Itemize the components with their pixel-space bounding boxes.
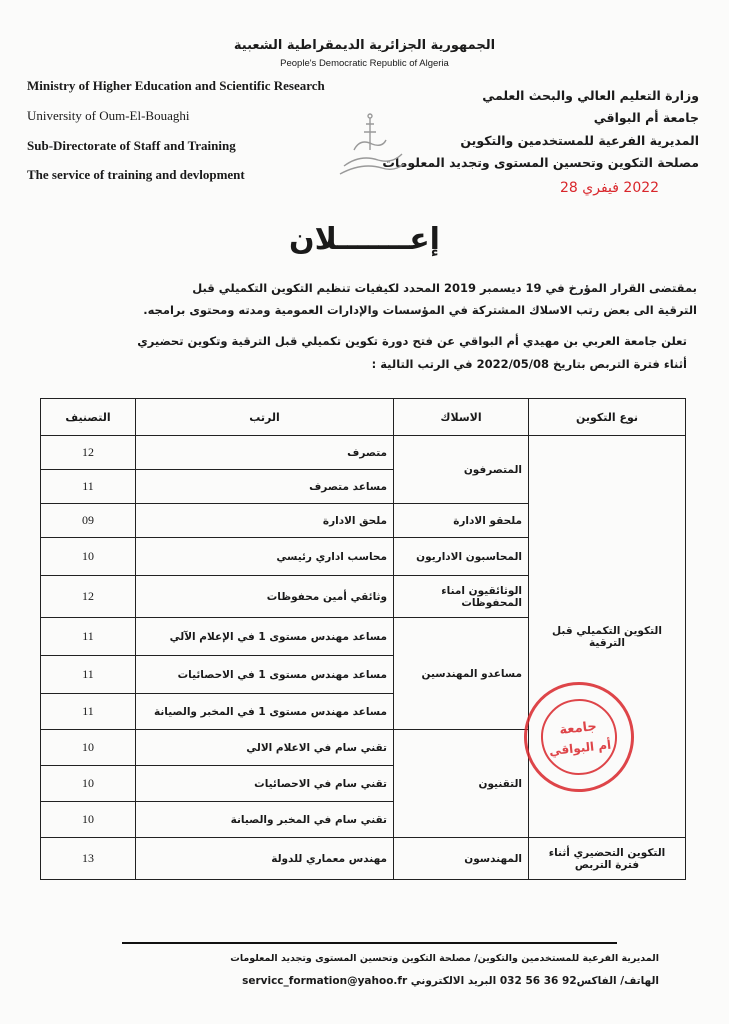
table-header-row: [41, 399, 686, 436]
class-cell: 10: [41, 730, 136, 766]
announcement-title: إعـــــــلان: [289, 222, 440, 257]
class-cell: 10: [41, 538, 136, 576]
class-cell: 12: [41, 436, 136, 470]
republic-english: People's Democratic Republic of Algeria: [280, 58, 449, 69]
header-class: التصنيف: [41, 399, 136, 436]
corps-cell: المتصرفون: [394, 436, 529, 504]
rank-cell: مساعد مهندس مستوى 1 في الإعلام الآلي: [136, 618, 394, 656]
university-ar: جامعة أم البواقي: [593, 110, 699, 125]
corps-cell: الوثائقيون امناء المحفوظات: [394, 576, 529, 618]
rank-cell: متصرف: [136, 436, 394, 470]
class-cell: 10: [41, 802, 136, 838]
rank-cell: مساعد مهندس مستوى 1 في الاحصائيات: [136, 656, 394, 694]
rank-cell: مهندس معماري للدولة: [136, 838, 394, 880]
training-type-cell: التكوين التحضيري أثناء فترة التربص: [529, 838, 686, 880]
university-logo-icon: [330, 110, 410, 188]
rank-cell: تقني سام في المخبر والصيانة: [136, 802, 394, 838]
class-cell: 11: [41, 656, 136, 694]
body-line-2: الترقية الى بعض رتب الاسلاك المشتركة في المؤسسات والإدارات العمومية ومدته ومحتوى برامجه.: [143, 303, 697, 317]
rank-cell: وثائقي أمين محفوظات: [136, 576, 394, 618]
ministry-ar: وزارة التعليم العالي والبحث العلمي: [482, 88, 699, 103]
class-cell: 11: [41, 694, 136, 730]
class-cell: 09: [41, 504, 136, 538]
header-corps: الاسلاك: [394, 399, 529, 436]
service-ar: مصلحة التكوين وتحسين المستوى وتجديد المعلومات: [382, 155, 699, 170]
stamp-text-2: أم البواقي: [548, 737, 612, 759]
university-en: University of Oum-El-Bouaghi: [27, 108, 190, 123]
rank-cell: مساعد مهندس مستوى 1 في المخبر والصيانة: [136, 694, 394, 730]
stamp-text-1: جامعة: [558, 719, 598, 738]
table-row: [41, 838, 686, 880]
table-row: [41, 436, 686, 470]
class-cell: 11: [41, 618, 136, 656]
body-line-4: أثناء فترة التربص بتاريخ 2022/05/08 في الرتب التالية :: [371, 357, 687, 371]
ministry-en: Ministry of Higher Education and Scientific Research: [27, 78, 325, 93]
body-line-1: بمقتضى القرار المؤرخ في 19 ديسمبر 2019 المحدد لكيفيات تنظيم التكوين التكميلي قبل: [192, 281, 697, 295]
rank-cell: ملحق الادارة: [136, 504, 394, 538]
header-rank: الرتب: [136, 399, 394, 436]
rank-cell: محاسب اداري رئيسي: [136, 538, 394, 576]
corps-cell: التقنيون: [394, 730, 529, 838]
corps-cell: مساعدو المهندسين: [394, 618, 529, 730]
corps-cell: المحاسبون الاداريون: [394, 538, 529, 576]
class-cell: 13: [41, 838, 136, 880]
footer-divider: [122, 942, 617, 944]
subdirectorate-en: Sub-Directorate of Staff and Training: [27, 138, 236, 153]
class-cell: 11: [41, 470, 136, 504]
header-training: نوع التكوين: [529, 399, 686, 436]
ranks-table: [40, 398, 686, 880]
footer-line-2: الهاتف/ الفاكس92 36 56 032 البريد الالكتروني servicc_formation@yahoo.fr: [242, 975, 659, 987]
training-type-cell: التكوين التكميلي قبل الترقية: [529, 436, 686, 838]
footer-line-1: المديرية الفرعية للمستخدمين والتكوين/ مصلحة التكوين وتحسين المستوى وتجديد المعلومات: [230, 953, 659, 964]
date-handwritten: 2022 فيفري 28: [560, 180, 660, 196]
republic-arabic: الجمهورية الجزائرية الديمقراطية الشعبية: [233, 38, 496, 53]
service-en: The service of training and devlopment: [27, 167, 245, 182]
class-cell: 12: [41, 576, 136, 618]
rank-cell: تقني سام في الاعلام الالي: [136, 730, 394, 766]
subdirectorate-ar: المديرية الفرعية للمستخدمين والتكوين: [460, 133, 699, 148]
body-line-3: تعلن جامعة العربي بن مهيدي أم البواقي عن فتح دورة تكوين تكميلي قبل الترقية وتكوين تحضيري: [137, 334, 687, 348]
corps-cell: ملحقو الادارة: [394, 504, 529, 538]
rank-cell: مساعد متصرف: [136, 470, 394, 504]
rank-cell: تقني سام في الاحصائيات: [136, 766, 394, 802]
class-cell: 10: [41, 766, 136, 802]
corps-cell: المهندسون: [394, 838, 529, 880]
